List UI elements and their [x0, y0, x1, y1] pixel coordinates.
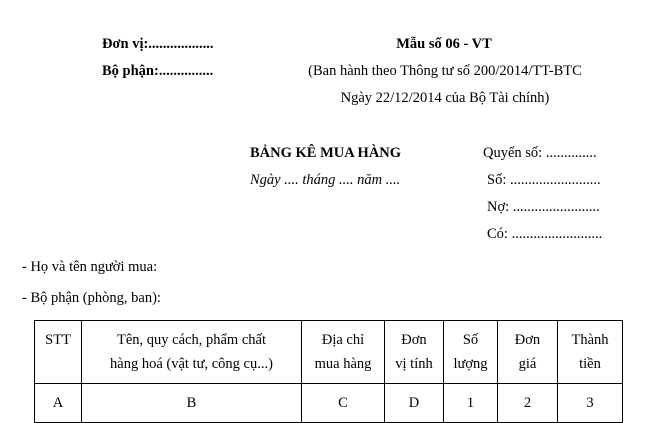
header-item-name — [82, 321, 302, 384]
serial-number-field: Số: ......................... — [487, 172, 601, 188]
table-header-row — [35, 321, 623, 384]
header-line: Thành — [571, 332, 609, 348]
header-line: vị tính — [395, 356, 433, 372]
form-number: Mẫu số 06 - VT — [396, 36, 492, 52]
header-unit-price — [498, 321, 558, 384]
table-cell: D — [385, 384, 444, 423]
issued-by-note: (Ban hành theo Thông tư số 200/2014/TT-BTC — [308, 63, 582, 79]
header-line: Đơn — [514, 332, 541, 348]
header-line: Địa chỉ — [321, 332, 365, 348]
header-address — [302, 321, 385, 384]
book-number-field: Quyển số: .............. — [483, 145, 597, 161]
header-line: Số — [462, 332, 479, 348]
table-cell: 3 — [558, 384, 623, 423]
unit-field: Đơn vị:.................. — [102, 36, 214, 52]
header-line: Đơn — [401, 332, 427, 348]
header-line: giá — [518, 356, 537, 372]
header-stt — [35, 321, 82, 384]
header-quantity — [444, 321, 498, 384]
table-row — [35, 384, 623, 423]
department-field: Bộ phận:............... — [102, 63, 214, 79]
buyer-name-field: - Họ và tên người mua: — [22, 259, 158, 275]
issued-date-note: Ngày 22/12/2014 của Bộ Tài chính) — [340, 90, 550, 106]
header-line: lượng — [453, 356, 488, 372]
table-cell: 2 — [498, 384, 558, 423]
table-cell: C — [302, 384, 385, 423]
table-cell: B — [82, 384, 302, 423]
purchase-table — [34, 320, 623, 423]
table-cell: 1 — [444, 384, 498, 423]
debit-field: Nợ: ........................ — [487, 199, 600, 215]
document-title: BẢNG KÊ MUA HÀNG — [250, 145, 402, 161]
buyer-department-field: - Bộ phận (phòng, ban): — [22, 290, 161, 306]
header-line: mua hàng — [314, 356, 372, 372]
header-line: STT — [45, 332, 71, 348]
credit-field: Có: ......................... — [487, 226, 603, 242]
table-cell: A — [35, 384, 82, 423]
header-line: Tên, quy cách, phẩm chất — [117, 332, 266, 348]
header-line: hàng hoá (vật tư, công cụ...) — [110, 356, 273, 372]
header-line: tiền — [579, 356, 601, 372]
document-date-line: Ngày .... tháng .... năm .... — [250, 172, 401, 188]
header-unit — [385, 321, 444, 384]
header-amount — [558, 321, 623, 384]
